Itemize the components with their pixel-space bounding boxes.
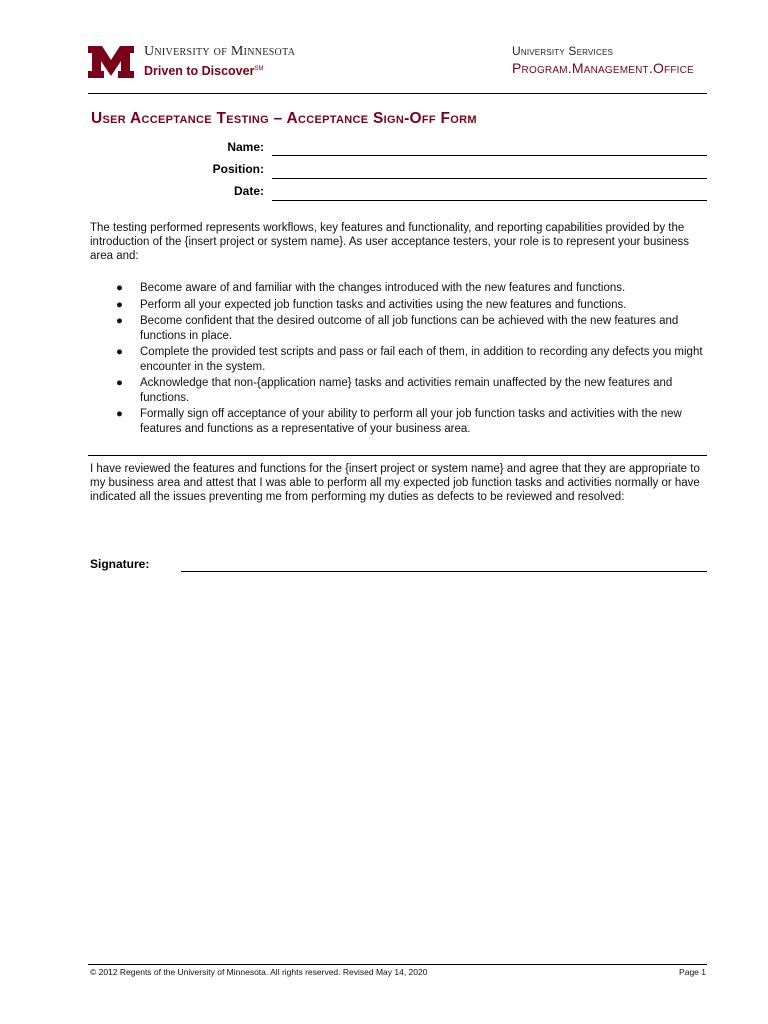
signature-label: Signature: [90, 557, 150, 571]
copyright-notice: © 2012 Regents of the University of Minnesota. All rights reserved. Revised May 14, 2020 [90, 967, 428, 977]
name-label: Name: [227, 140, 264, 154]
signature-line[interactable] [181, 571, 707, 572]
attestation-statement: I have reviewed the features and functions for the {insert project or system name} and agree that they are appropriate to my business area and attest that I was able to perform all my expected job function tasks and activities normally or have indicated all the issues preventing me from performing my duties as defects to be reviewed and resolved: [90, 463, 700, 503]
header-divider [88, 93, 707, 94]
university-name: University of Minnesota [144, 44, 296, 59]
date-label: Date: [233, 184, 264, 198]
responsibility-list [112, 281, 708, 438]
footer-divider [88, 964, 707, 965]
list-item: ● Perform all your expected job function tasks and activities using the new features and functions. [116, 298, 627, 311]
list-item: ● Complete the provided test scripts and pass or fail each of them, in addition to recording any defects you might encounter in the system. [116, 346, 703, 373]
tagline: Driven to Discover℠ [144, 64, 264, 78]
date-field-line[interactable] [272, 200, 707, 201]
service-mark: SM [254, 65, 264, 72]
name-field-line[interactable] [272, 155, 707, 156]
list-item: ● Become aware of and familiar with the changes introduced with the new features and functions. [116, 282, 626, 294]
university-services-label: University Services [512, 44, 614, 58]
position-field-line[interactable] [272, 178, 707, 179]
list-item: ● Formally sign off acceptance of your ability to perform all your job function tasks and activities with the new features and functions as a representative of your business area. [116, 408, 682, 435]
pmo-label: Program.Management.Office [512, 60, 694, 76]
form-title: User Acceptance Testing – Acceptance Sign-Off Form [91, 110, 477, 127]
university-m-logo [88, 46, 134, 78]
list-item: ● Acknowledge that non-{application name} tasks and activities remain unaffected by the new features and functions. [116, 377, 673, 404]
page-number: Page 1 [679, 967, 706, 977]
position-label: Position: [212, 162, 264, 176]
section-divider [88, 455, 707, 456]
intro-paragraph: The testing performed represents workflows, key features and functionality, and reporting capabilities provided by the introduction of the {insert project or system name}. As user acceptance testers, your role is to represent your business area and: [90, 222, 689, 262]
list-item: ● Become confident that the desired outcome of all job functions can be achieved with the new features and functions in place. [116, 315, 679, 342]
